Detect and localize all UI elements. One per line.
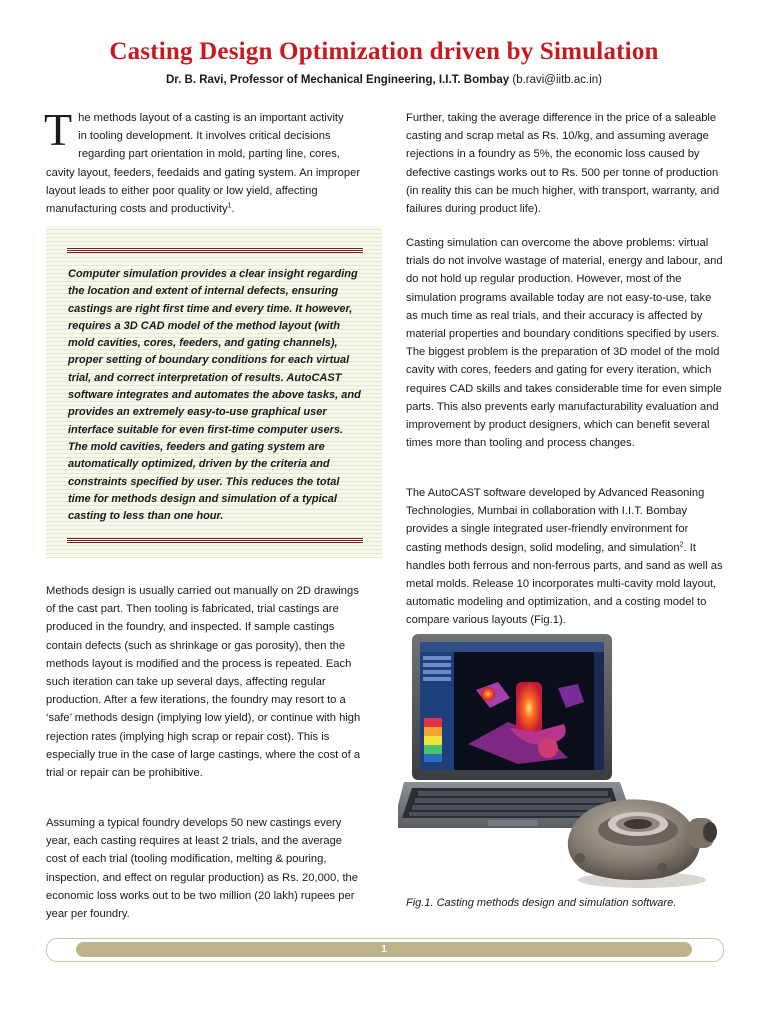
economic-loss-paragraph: Assuming a typical foundry develops 50 new castings every year, each casting requires at least 2 trials, and the average cost of each trial (tooling modification, melting & pouring, inspection, and effect on regular production) as Rs. 20,000, the economic loss works out to be two million (20 lakh) rupees per year per foundry.: [46, 817, 358, 921]
drop-cap: T: [44, 104, 73, 155]
autocast-text-b: . It handles both ferrous and non-ferrous parts, and sand as well as metal molds. Release 10 incorporates multi-cavity mold layout, automatic modeling and optimization, and a costing model to compare various layouts (Fig.1).: [406, 541, 723, 627]
simulation-paragraph: Casting simulation can overcome the above problems: virtual trials do not involve wastage of material, energy and labour, and do not hold up regular production. However, most of the simulation programs available today are not easy-to-use, take as much time as real trials, and their accuracy is affected by material properties and boundary conditions specified by users. The biggest problem is the preparation of 3D model of the mold cavity with cores, feeders and gating for every iteration, which requires CAD skills and takes considerable time for even simple parts. This also prevents early manufacturability evaluation and improvement by product designers, which can benefit several times more than tooling and process changes.: [406, 237, 723, 450]
intro-line-3: regarding part orientation in mold, parting line, cores,: [78, 148, 340, 161]
figure-laptop-casting-image: [398, 632, 720, 890]
footnote-ref-2: 2: [679, 540, 684, 548]
footnote-ref-1: 1: [227, 202, 232, 210]
intro-rest: cavity layout, feeders, feedaids and gating system. An improper layout leads to either poor quality or low yield, affecting manufacturing costs and productivity: [46, 166, 361, 216]
intro-paragraph: [44, 104, 364, 218]
intro-line-1: he methods layout of a casting is an important activity: [78, 112, 344, 124]
page-title: Casting Design Optimization driven by Simulation: [109, 38, 659, 65]
autocast-paragraph: [406, 484, 724, 630]
callout-rule-top: [67, 248, 363, 253]
author-name: Dr. B. Ravi, Professor of Mechanical Engineering, I.I.T. Bombay: [165, 74, 510, 86]
author-email: (b.ravi@iitb.ac.in): [512, 74, 603, 86]
autocast-text-a: The AutoCAST software developed by Advanced Reasoning Technologies, Mumbai in collaboration with I.I.T. Bombay provides a single integrated user-friendly environment for casting methods design, solid modeling, and simulation: [406, 487, 705, 554]
figure-caption: Fig.1. Casting methods design and simulation software.: [406, 897, 677, 909]
intro-line-2: in tooling development. It involves critical decisions: [78, 130, 331, 143]
callout-text: Computer simulation provides a clear insight regarding the location and extent of internal defects, ensuring castings are right first time and every time. It however, requires a 3D CAD model of the method layout (with mold cavities, cores, feeders, and gating channels), proper setting of boundary conditions for each virtual trial, and correct interpretation of results. AutoCAST software integrates and automates the above tasks, and provides an extremely easy-to-use graphical user interface suitable for even first-time computer users. The mold cavities, feeders and gating system are automatically optimized, driven by the criteria and constraints specified by user. This reduces the total time for methods design and simulation of a typical casting to less than one hour.: [68, 268, 361, 523]
callout-box: [46, 226, 382, 558]
rejection-cost-paragraph: Further, taking the average difference in the price of a saleable casting and scrap metal as Rs. 10/kg, and assuming average rejections in a foundry as 5%, the economic loss caused by defective castings works out to Rs. 500 per tonne of production (in reality this can be much higher, with transport, warranty, and failures during product life).: [406, 112, 720, 216]
intro-end: .: [231, 203, 235, 216]
page-number: 1: [76, 942, 692, 957]
methods-paragraph: Methods design is usually carried out manually on 2D drawings of the cast part. Then tooling is fabricated, trial castings are produced in the foundry, and inspected. If sample castings contain defects (such as shrinkage or gas porosity), then the methods layout is modified and the process is repeated. Each such iteration can take up several days, affecting regular production. After a few iterations, the foundry may resort to a ‘safe’ methods design (implying low yield), or continue with high rejection rates (implying high scrap or repair cost). This is especially true in the case of large castings, where the cost of a trial or repair can be prohibitive.: [46, 585, 361, 780]
callout-rule-bottom: [67, 538, 363, 543]
author-byline: [0, 74, 768, 86]
